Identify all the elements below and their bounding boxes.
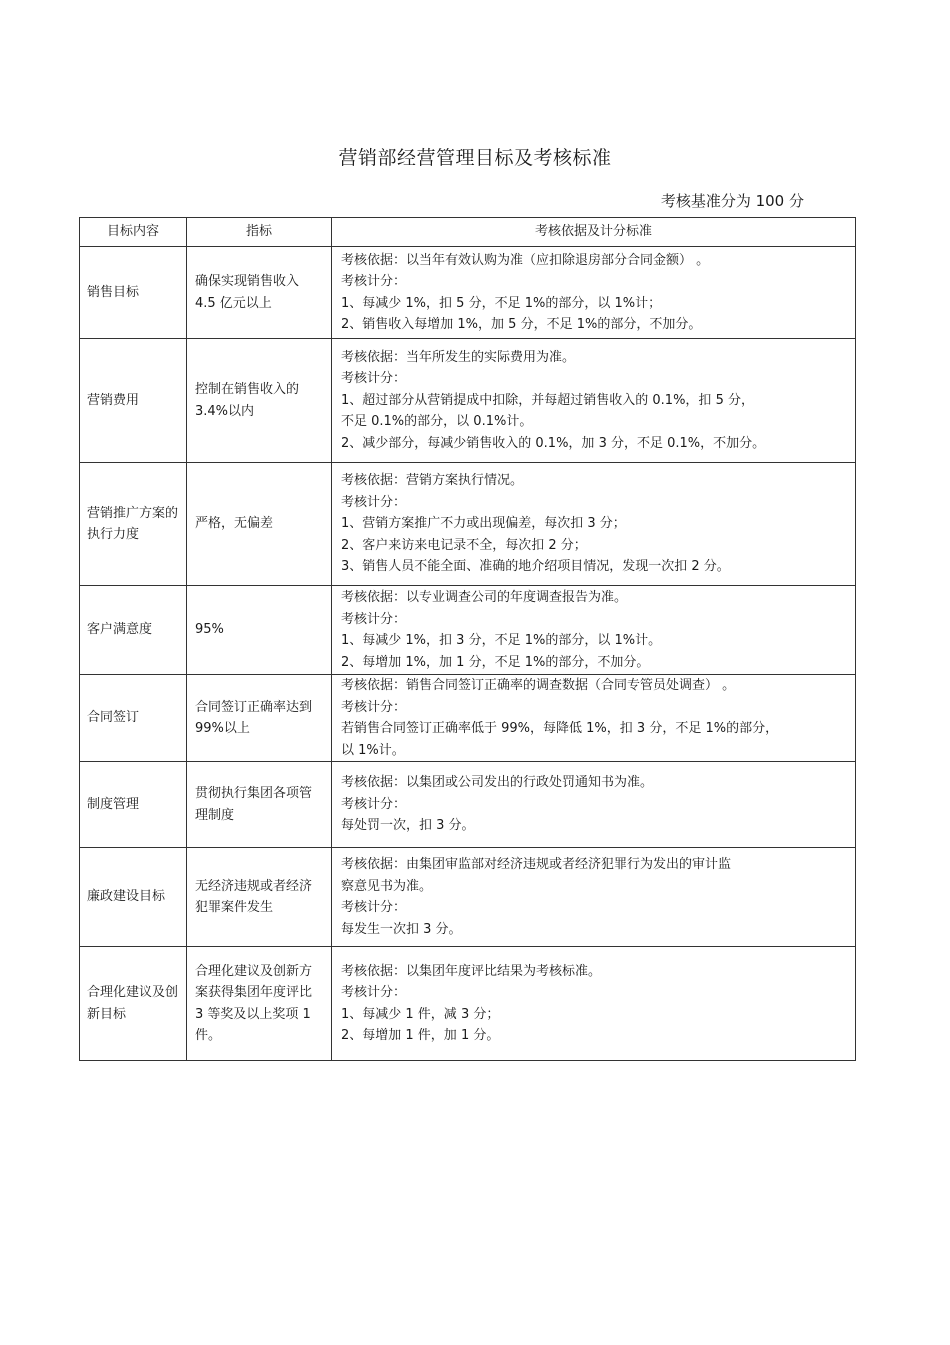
criteria-line: 每处罚一次，扣 3 分。 bbox=[341, 818, 475, 834]
goal-cell: 合同签订 bbox=[80, 675, 187, 762]
criteria-line: 1、每减少 1%，扣 5 分，不足 1%的部分，以 1%计； bbox=[341, 295, 662, 311]
criteria-line: 考核计分： bbox=[341, 371, 407, 387]
criteria-line: 考核计分： bbox=[341, 611, 407, 627]
criteria-line: 考核计分： bbox=[341, 900, 407, 915]
criteria-line: 以 1%计。 bbox=[341, 742, 405, 758]
goal-cell: 合理化建议及创新目标 bbox=[80, 947, 187, 1061]
criteria-line: 察意见书为准。 bbox=[341, 878, 433, 894]
criteria-line: 2、每增加 1%，加 1 分，不足 1%的部分，不加分。 bbox=[341, 654, 650, 670]
indicator-cell: 合同签订正确率达到 99%以上 bbox=[187, 675, 332, 762]
indicator-cell: 无经济违规或者经济犯罪案件发生 bbox=[187, 848, 332, 947]
indicator-cell: 95% bbox=[187, 586, 332, 675]
criteria-line: 考核依据：以专业调查公司的年度调查报告为准。 bbox=[341, 590, 628, 605]
goal-cell: 营销推广方案的执行力度 bbox=[80, 463, 187, 586]
indicator-cell: 合理化建议及创新方案获得集团年度评比 3 等奖及以上奖项 1 件。 bbox=[187, 947, 332, 1061]
table-header-row bbox=[80, 218, 856, 247]
goal-cell: 营销费用 bbox=[80, 339, 187, 463]
table-row bbox=[80, 463, 856, 586]
criteria-line: 1、每减少 1%，扣 3 分，不足 1%的部分，以 1%计。 bbox=[341, 633, 662, 648]
table-row bbox=[80, 675, 856, 762]
criteria-line: 2、客户来访来电记录不全，每次扣 2 分； bbox=[341, 537, 587, 553]
criteria-line: 考核依据：以当年有效认购为准（应扣除退房部分合同金额） 。 bbox=[341, 252, 710, 268]
criteria-line: 考核计分： bbox=[341, 796, 407, 812]
goal-cell: 销售目标 bbox=[80, 247, 187, 339]
table-row bbox=[80, 947, 856, 1061]
criteria-line: 若销售合同签订正确率低于 99%，每降低 1%，扣 3 分，不足 1%的部分， bbox=[341, 721, 779, 736]
criteria-line: 1、营销方案推广不力或出现偏差，每次扣 3 分； bbox=[341, 516, 626, 532]
criteria-line: 3、销售人员不能全面、准确的地介绍项目情况，发现一次扣 2 分。 bbox=[341, 559, 730, 575]
indicator-cell: 控制在销售收入的 3.4%以内 bbox=[187, 339, 332, 463]
criteria-line: 考核计分： bbox=[341, 985, 407, 1000]
criteria-line: 2、销售收入每增加 1%，加 5 分，不足 1%的部分，不加分。 bbox=[341, 317, 702, 332]
table-row bbox=[80, 247, 856, 339]
criteria-line: 不足 0.1%的部分，以 0.1%计。 bbox=[341, 414, 533, 430]
criteria-line: 考核依据：以集团或公司发出的行政处罚通知书为准。 bbox=[341, 775, 654, 791]
criteria-cell bbox=[332, 675, 856, 762]
criteria-line: 2、减少部分，每减少销售收入的 0.1%，加 3 分，不足 0.1%，不加分。 bbox=[341, 435, 766, 451]
indicator-cell: 严格，无偏差 bbox=[187, 463, 332, 586]
header-criteria: 考核依据及计分标准 bbox=[332, 218, 856, 247]
criteria-cell bbox=[332, 762, 856, 848]
criteria-cell bbox=[332, 463, 856, 586]
criteria-line: 1、超过部分从营销提成中扣除，并每超过销售收入的 0.1%，扣 5 分， bbox=[341, 392, 754, 408]
table-row bbox=[80, 339, 856, 463]
header-indicator: 指标 bbox=[187, 218, 332, 247]
goal-cell: 廉政建设目标 bbox=[80, 848, 187, 947]
criteria-cell bbox=[332, 339, 856, 463]
criteria-line: 考核计分： bbox=[341, 274, 407, 289]
table-row bbox=[80, 848, 856, 947]
criteria-line: 2、每增加 1 件，加 1 分。 bbox=[341, 1028, 500, 1043]
page-title: 营销部经营管理目标及考核标准 bbox=[338, 147, 612, 169]
criteria-line: 每发生一次扣 3 分。 bbox=[341, 921, 462, 937]
base-score: 考核基准分为 100 分 bbox=[660, 192, 804, 210]
header-goal: 目标内容 bbox=[80, 218, 187, 247]
criteria-line: 考核依据：当年所发生的实际费用为准。 bbox=[341, 349, 576, 365]
indicator-cell: 确保实现销售收入 4.5 亿元以上 bbox=[187, 247, 332, 339]
criteria-line: 考核计分： bbox=[341, 699, 407, 715]
table-row bbox=[80, 586, 856, 675]
criteria-cell bbox=[332, 947, 856, 1061]
criteria-line: 考核依据：以集团年度评比结果为考核标准。 bbox=[341, 963, 602, 979]
criteria-line: 考核依据：由集团审监部对经济违规或者经济犯罪行为发出的审计监 bbox=[341, 857, 732, 872]
table-row bbox=[80, 762, 856, 848]
goal-cell: 客户满意度 bbox=[80, 586, 187, 675]
goal-cell: 制度管理 bbox=[80, 762, 187, 848]
criteria-line: 考核计分： bbox=[341, 494, 407, 510]
assessment-table bbox=[79, 217, 856, 1061]
criteria-cell bbox=[332, 586, 856, 675]
criteria-line: 1、每减少 1 件，减 3 分； bbox=[341, 1006, 500, 1022]
criteria-cell bbox=[332, 848, 856, 947]
criteria-cell bbox=[332, 247, 856, 339]
criteria-line: 考核依据：营销方案执行情况。 bbox=[341, 473, 524, 489]
indicator-cell: 贯彻执行集团各项管理制度 bbox=[187, 762, 332, 848]
criteria-line: 考核依据：销售合同签订正确率的调查数据（合同专管员处调查） 。 bbox=[341, 678, 736, 693]
